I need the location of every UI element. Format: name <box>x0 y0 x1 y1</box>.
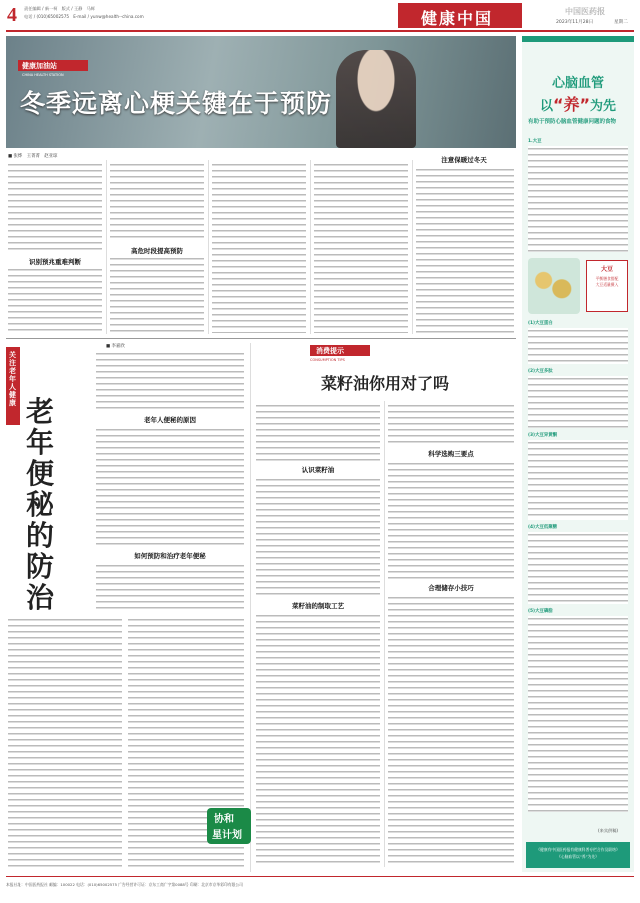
sidebar-item-3: (2)大豆多肽 <box>528 369 553 374</box>
story2-title-char: 的 <box>26 519 55 552</box>
story2-author: ■ 李嘉欣 <box>106 344 125 349</box>
story3-subhead-4: 合理储存小技巧 <box>428 584 474 592</box>
sidebar-item-6: (5)大豆磷脂 <box>528 609 553 614</box>
story2-subhead-1: 老年人便秘的原因 <box>144 416 196 424</box>
story3-col-6 <box>388 595 514 867</box>
sidebar-text-3 <box>528 376 628 428</box>
sidebar-heading-2c: 为先 <box>590 99 617 114</box>
top-story <box>6 36 516 336</box>
byline: ■ 张烨 王菁菁 赵亚琼 <box>8 154 58 159</box>
sidebar-source: (来宾供稿) <box>598 828 619 833</box>
sidebar-item-2: (1)大豆蛋白 <box>528 321 553 326</box>
story3-subhead-2: 菜籽油的制取工艺 <box>292 602 344 610</box>
story-elderly <box>6 341 246 872</box>
soy-label: 大豆 <box>600 266 613 273</box>
sidebar-heading-2b: “养” <box>552 95 591 114</box>
story3-col-3 <box>256 613 380 867</box>
sidebar-heading-2a: 以 <box>539 99 553 114</box>
story3-col-5 <box>388 461 514 579</box>
sidebar-text-4 <box>528 440 628 520</box>
sidebar-item-1: 1.大豆 <box>528 139 542 144</box>
sidebar-heading-1: 心脑血管 <box>551 76 604 91</box>
story2-col-3 <box>96 563 244 611</box>
sidebar-text-5 <box>528 532 628 604</box>
soy-label-sub: 平衡膳食搭配 大豆适量摄入 <box>595 276 619 287</box>
editor-meta: 责任编辑 / 新一柯 版式 / 王静 马辉 <box>24 6 95 11</box>
contact-meta: 电话 / (010)65002575 E-mail / yunw@health--china.com <box>24 14 144 19</box>
section-title: 健康中国 <box>421 9 494 28</box>
story3-col-2 <box>256 477 380 597</box>
text-col-1 <box>8 162 102 254</box>
story3-subhead-1: 认识菜籽油 <box>301 466 335 474</box>
banner-small-text: 健康加油站 <box>22 62 57 70</box>
soy-illustration <box>528 258 580 314</box>
footer-rule <box>6 876 634 877</box>
sidebar-text-2 <box>528 328 628 364</box>
paper-name: 中国医药报 <box>565 7 605 16</box>
story2-title-char: 老 <box>26 395 55 428</box>
top-story-title: 冬季远离心梗关键在于预防 <box>20 89 333 118</box>
story2-subhead-2: 如何预防和治疗老年便秘 <box>134 552 206 560</box>
story2-title-char: 年 <box>26 426 55 459</box>
issue-weekday: 星期二 <box>614 20 628 25</box>
hero-figure <box>336 50 416 148</box>
sidebar-item-4: (3)大豆异黄酮 <box>528 433 558 438</box>
story3-col-1 <box>256 403 380 461</box>
story2-label: 关注老年人健康 <box>9 351 16 407</box>
text-col-2b <box>110 256 204 333</box>
story3-col-4 <box>388 403 514 445</box>
masthead <box>0 0 640 36</box>
sidebar-item-5: (4)大豆低聚糖 <box>528 525 558 530</box>
sidebar-heading-2 <box>522 92 634 115</box>
text-col-4 <box>314 162 408 333</box>
banner-small-en: CHINA HEALTH STATION <box>22 73 64 77</box>
sidebar-top-band <box>522 36 634 42</box>
subhead-2: 高危时段提高预防 <box>131 247 183 255</box>
story2-title <box>26 396 66 613</box>
divider-top <box>6 338 516 339</box>
story2-title-char: 防 <box>26 550 55 583</box>
story2-title-char: 治 <box>26 581 55 614</box>
story-oil <box>254 341 516 872</box>
ad-text-2: 星计划 <box>212 830 242 841</box>
sidebar-intro: 有助于预防心脑血管健康问题的食物 <box>528 119 617 125</box>
subhead-3: 注意保暖过冬天 <box>441 156 487 164</box>
text-col-2 <box>110 162 204 242</box>
story2-col-2 <box>96 427 244 547</box>
story2-title-char: 秘 <box>26 488 55 521</box>
page-number: 4 <box>7 4 17 26</box>
issue-date: 2023年11月28日 <box>556 20 594 25</box>
story3-title: 菜籽油你用对了吗 <box>320 374 449 393</box>
text-col-5 <box>416 167 514 333</box>
subhead-1: 识别预兆重难判断 <box>29 258 81 266</box>
story2-title-char: 便 <box>26 457 55 490</box>
story2-col-1 <box>96 351 244 411</box>
text-col-1b <box>8 267 102 333</box>
footer-text: 本报社址：中国医药报社 邮编：100022 电话：(010)65002575 广告经营许可证：京东工商广字第0088号 印刷：北京市京华彩印有限公司 <box>6 882 243 887</box>
story3-label: 消费提示 <box>316 347 344 355</box>
sidebar-text-1 <box>528 146 628 252</box>
masthead-rule <box>6 30 634 32</box>
sidebar-text-6 <box>528 616 628 812</box>
ad-text-1: 协和 <box>214 814 234 825</box>
story3-subhead-3: 科学选购三要点 <box>428 450 474 458</box>
sidebar-promo-text: 《健康有中国医药报有健康科普专栏合作及联络》 《心脑血管以“养”为先》 <box>536 847 620 859</box>
text-col-3 <box>212 162 306 333</box>
story2-col-4 <box>8 617 122 867</box>
story3-label-en: CONSUMPTION TIPS <box>310 358 345 362</box>
sidebar <box>522 36 634 872</box>
